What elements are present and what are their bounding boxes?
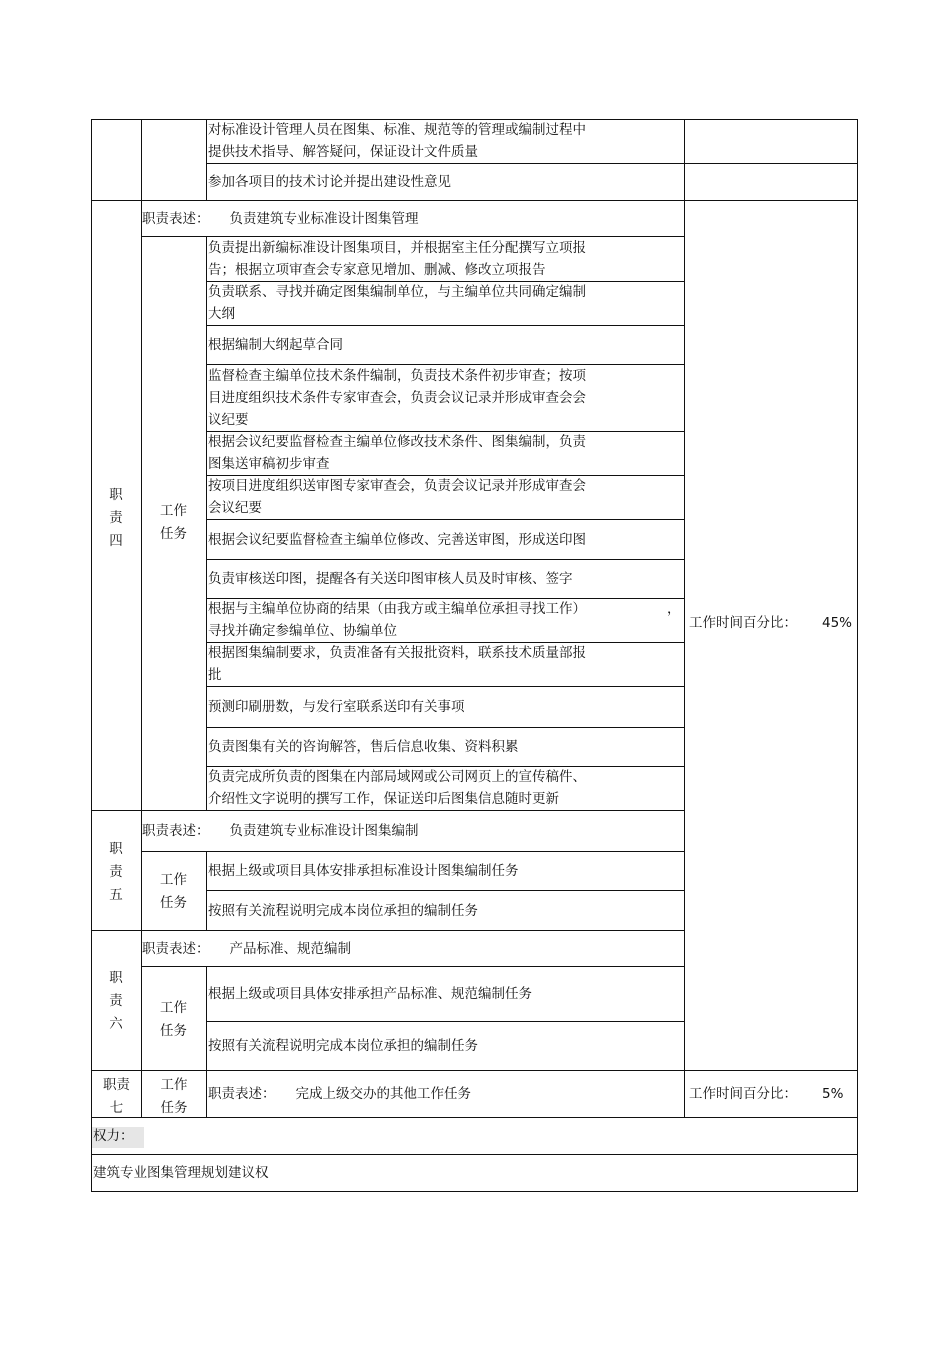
duty4-time-value: 45% xyxy=(822,615,853,631)
duty7-time-label: 工作时间百分比： xyxy=(689,1086,797,1102)
duty5-label: 职 责 五 xyxy=(109,841,123,903)
duty4-task-3: 根据编制大纲起草合同 xyxy=(208,337,343,353)
duty4-time-label: 工作时间百分比： xyxy=(689,615,797,631)
duty7-time-value: 5% xyxy=(822,1086,844,1102)
duty4-task-2: 负责联系、寻找并确定图集编制单位，与主编单位共同确定编制 大纲 xyxy=(208,284,586,322)
top-row-1: 对标准设计管理人员在图集、标准、规范等的管理或编制过程中 提供技术指导、解答疑问，保证设计文件质量 xyxy=(208,122,586,160)
duty7-task-label-clip xyxy=(142,1072,206,1117)
duty5-statement: 职责表述： 负责建筑专业标准设计图集编制 xyxy=(142,823,419,839)
duty4-task-9-mark: ， xyxy=(667,601,681,617)
duty4-task-13: 负责完成所负责的图集在内部局域网或公司网页上的宣传稿件、 介绍性文字说明的撰写工作，保证送印后图集信息随时更新 xyxy=(208,769,586,807)
duty4-task-1: 负责提出新编标准设计图集项目，并根据室主任分配撰写立项报 告；根据立项审查会专家意见增加、删减、修改立项报告 xyxy=(208,240,586,278)
duty6-label: 职 责 六 xyxy=(109,970,123,1032)
duty7-label: 职责 七 xyxy=(103,1077,130,1116)
duty6-statement: 职责表述： 产品标准、规范编制 xyxy=(142,940,351,957)
duty4-task-7: 根据会议纪要监督检查主编单位修改、完善送审图，形成送印图 xyxy=(208,531,586,548)
power-item-1: 建筑专业图集管理规划建议权 xyxy=(93,1165,269,1181)
duty5-task-1: 根据上级或项目具体安排承担标准设计图集编制任务 xyxy=(208,863,519,879)
duty4-label: 职 责 四 xyxy=(109,487,123,549)
duty4-task-label: 工作 任务 xyxy=(160,503,187,542)
duty6-task-2: 按照有关流程说明完成本岗位承担的编制任务 xyxy=(208,1038,478,1054)
duty4-task-10: 根据图集编制要求，负责准备有关报批资料，联系技术质量部报 批 xyxy=(208,645,586,683)
duty6-task-label: 工作 任务 xyxy=(160,1000,187,1039)
duty6-task-1: 根据上级或项目具体安排承担产品标准、规范编制任务 xyxy=(208,986,532,1002)
duty4-task-6: 按项目进度组织送审图专家审查会，负责会议记录并形成审查会 会议纪要 xyxy=(208,478,586,516)
duty4-task-11: 预测印刷册数，与发行室联系送印有关事项 xyxy=(208,699,465,715)
duty4-task-5: 根据会议纪要监督检查主编单位修改技术条件、图集编制，负责 图集送审稿初步审查 xyxy=(208,434,586,472)
duty4-task-8: 负责审核送印图，提醒各有关送印图审核人员及时审核、签字 xyxy=(208,571,573,587)
duty7-statement: 职责表述： 完成上级交办的其他工作任务 xyxy=(208,1086,471,1102)
duty5-task-2: 按照有关流程说明完成本岗位承担的编制任务 xyxy=(208,902,478,919)
top-row-2: 参加各项目的技术讨论并提出建设性意见 xyxy=(208,174,451,190)
duty7-task-label: 工作 任务 xyxy=(160,1077,188,1116)
duty7-label-clip xyxy=(92,1072,141,1117)
power-label: 权力： xyxy=(93,1128,134,1144)
duty5-task-label: 工作 任务 xyxy=(160,872,187,911)
duty4-task-4: 监督检查主编单位技术条件编制，负责技术条件初步审查；按项 目进度组织技术条件专家审查会，负责会议记录并形成审查会会 议纪要 xyxy=(208,368,586,428)
duty4-task-9: 根据与主编单位协商的结果（由我方或主编单位承担寻找工作） 寻找并确定参编单位、协编单位 xyxy=(208,601,586,639)
duty4-task-12: 负责图集有关的咨询解答，售后信息收集、资料积累 xyxy=(208,739,519,755)
duty4-statement: 职责表述： 负责建筑专业标准设计图集管理 xyxy=(142,210,419,227)
